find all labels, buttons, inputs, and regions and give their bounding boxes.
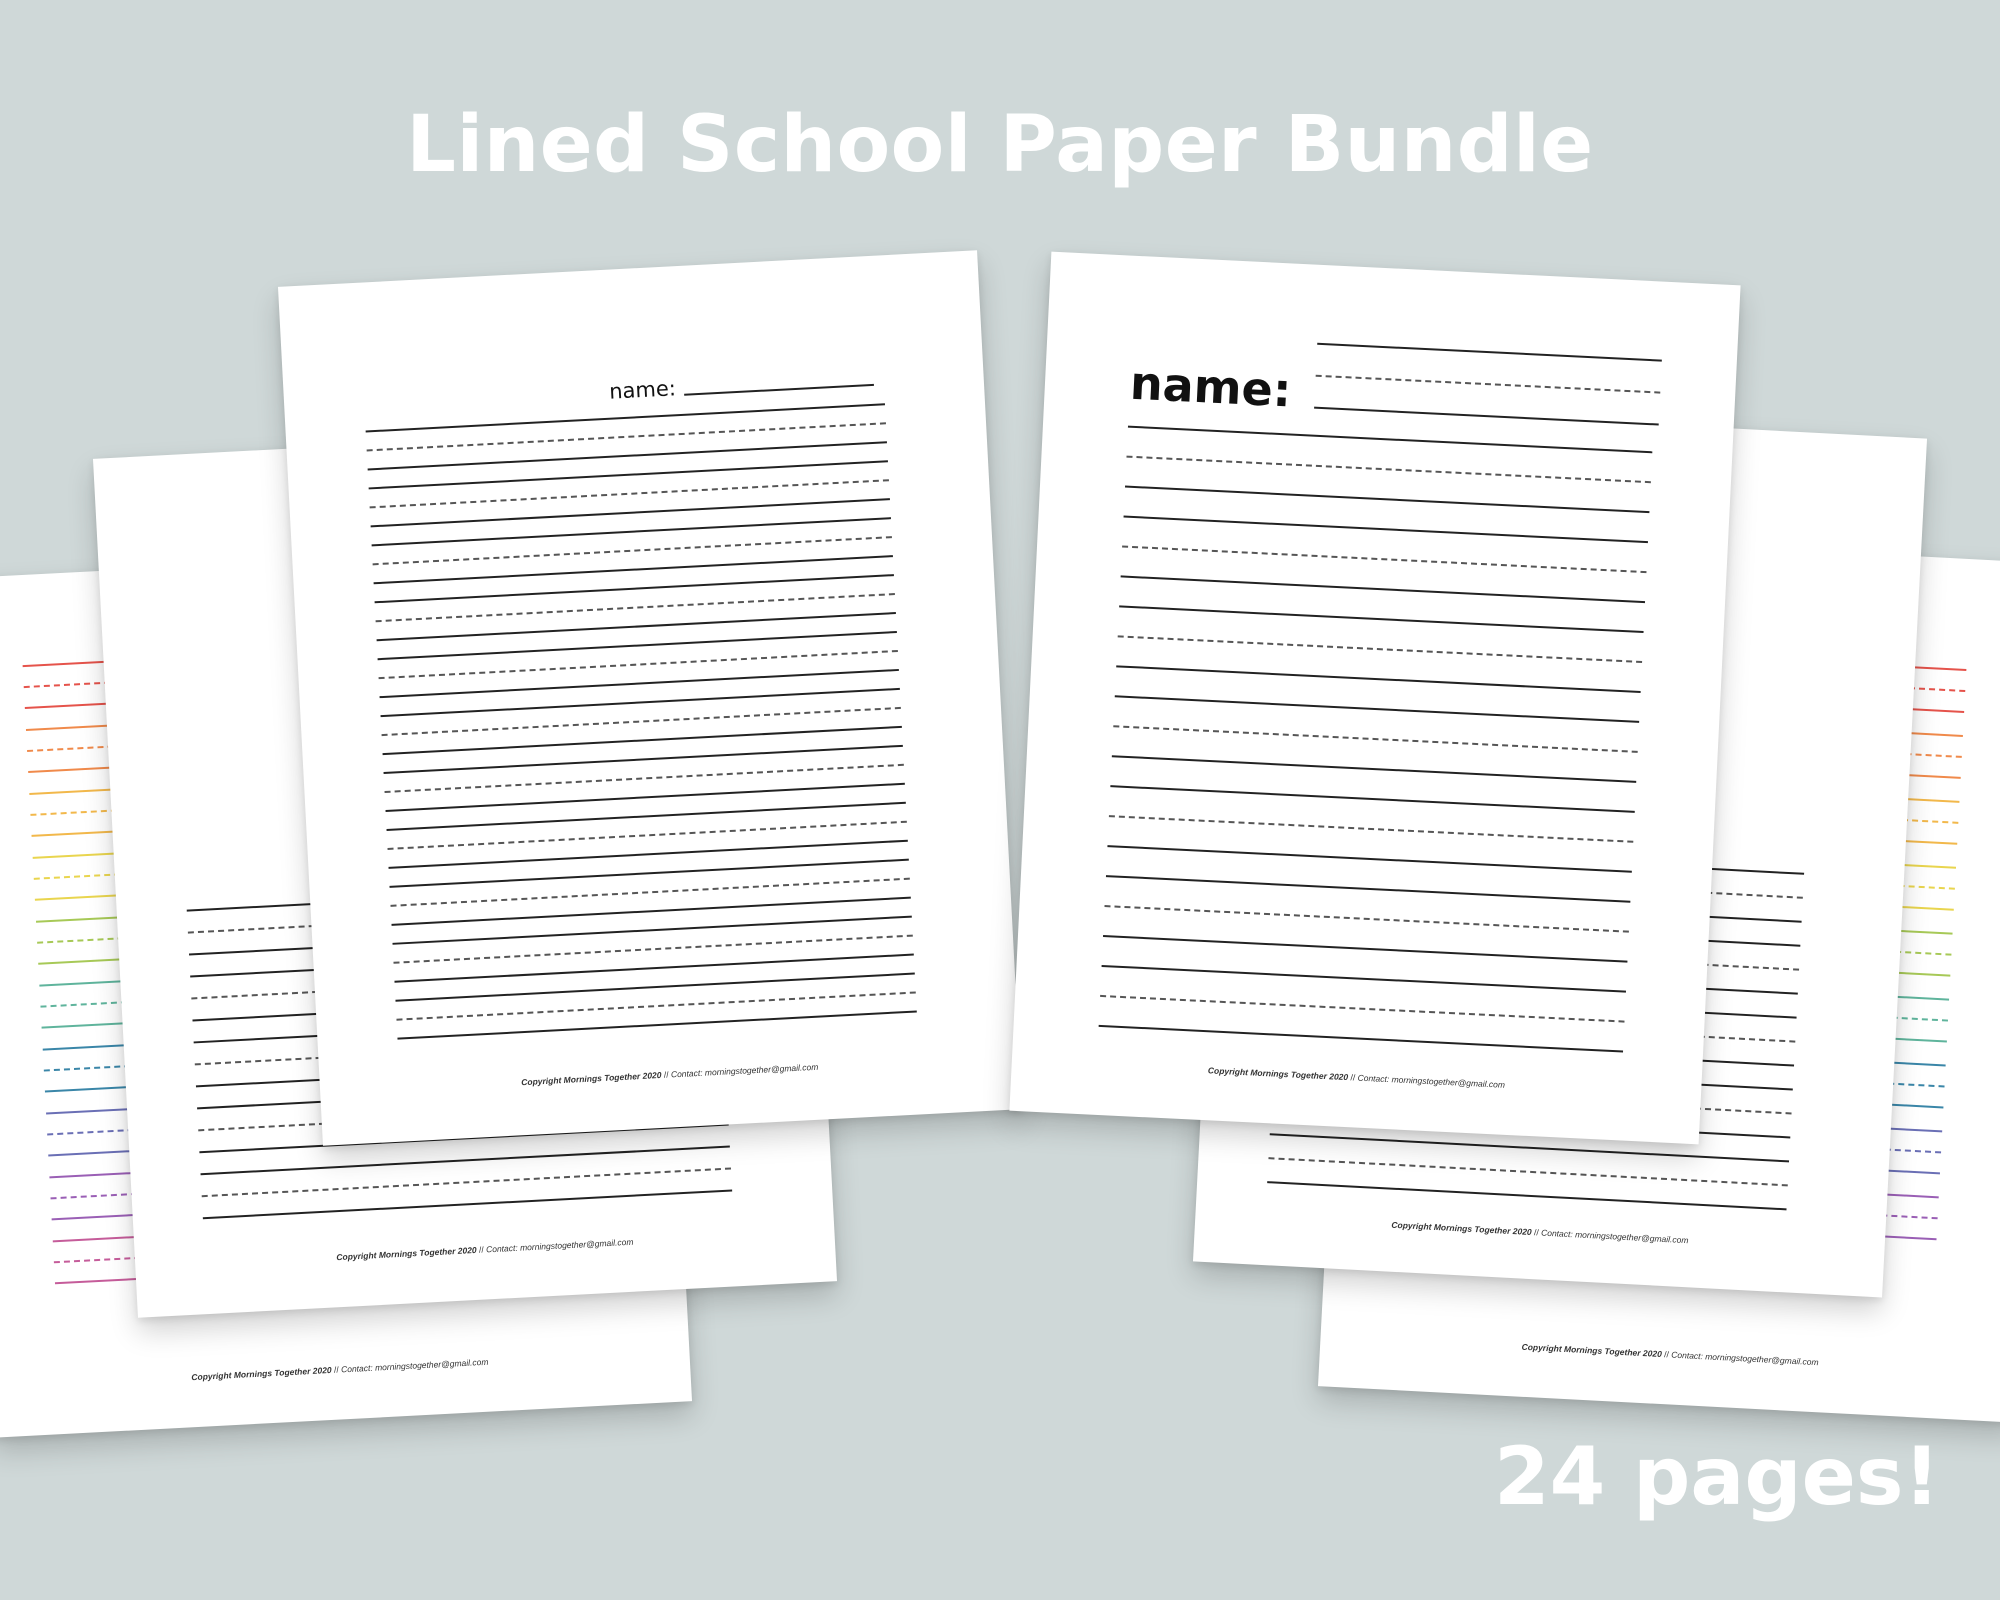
footer-separator: // xyxy=(1663,1349,1670,1360)
dashed-guide-line xyxy=(1126,456,1650,484)
sheet-footer xyxy=(1012,1056,1702,1100)
solid-writing-line xyxy=(1099,1025,1623,1053)
solid-writing-line xyxy=(1107,845,1631,873)
solid-writing-line xyxy=(1115,695,1639,723)
sheet-footer xyxy=(320,1051,1020,1098)
name-writing-lines xyxy=(1314,343,1662,430)
lines-front-right xyxy=(1099,426,1653,1051)
main-title: Lined School Paper Bundle xyxy=(406,100,1594,190)
dashed-guide-line xyxy=(1122,545,1646,573)
solid-writing-line xyxy=(1102,965,1626,993)
footer-contact: Contact: morningstogether@gmail.com xyxy=(670,1061,819,1080)
footer-copyright: Copyright Mornings Together 2020 xyxy=(336,1244,477,1263)
page-count-badge: 24 pages! xyxy=(1493,1430,1940,1523)
solid-writing-line xyxy=(1124,516,1648,544)
footer-copyright: Copyright Mornings Together 2020 xyxy=(1207,1065,1349,1083)
footer-separator: // xyxy=(333,1364,339,1375)
footer-contact: Contact: morningstogether@gmail.com xyxy=(485,1236,634,1255)
footer-separator: // xyxy=(1350,1072,1356,1083)
footer-contact: Contact: morningstogether@gmail.com xyxy=(1357,1072,1506,1090)
lines-front-left xyxy=(366,403,918,1049)
sheet-footer xyxy=(1320,1331,2000,1378)
footer-contact: Contact: morningstogether@gmail.com xyxy=(1671,1349,1819,1368)
solid-writing-line xyxy=(1103,935,1627,963)
solid-writing-line xyxy=(1267,1181,1786,1210)
dashed-guide-line xyxy=(1100,995,1624,1023)
sheet-front-right xyxy=(1009,252,1740,1145)
sheet-footer xyxy=(135,1226,835,1273)
sheet-footer xyxy=(0,1346,690,1393)
solid-writing-line xyxy=(203,1189,732,1219)
footer-separator: // xyxy=(663,1069,669,1080)
solid-writing-line xyxy=(1270,1133,1789,1162)
footer-separator: // xyxy=(1533,1227,1540,1238)
name-label: name: xyxy=(1128,355,1293,418)
footer-copyright: Copyright Mornings Together 2020 xyxy=(520,1069,662,1088)
footer-contact: Contact: morningstogether@gmail.com xyxy=(340,1356,489,1375)
dashed-guide-line xyxy=(1113,725,1637,753)
sheet-footer xyxy=(1195,1209,1885,1255)
solid-writing-line xyxy=(1121,575,1645,603)
sheet-front-left xyxy=(278,250,1022,1145)
name-underline xyxy=(684,384,874,396)
dashed-guide-line xyxy=(1268,1157,1787,1186)
solid-writing-line xyxy=(1106,875,1630,903)
name-row xyxy=(609,366,875,404)
footer-copyright: Copyright Mornings Together 2020 xyxy=(191,1364,332,1383)
dashed-guide-line xyxy=(1118,635,1642,663)
solid-writing-line xyxy=(1125,486,1649,514)
name-label: name: xyxy=(608,376,677,404)
solid-writing-line xyxy=(1110,785,1634,813)
solid-writing-line xyxy=(1119,605,1643,633)
footer-contact: Contact: morningstogether@gmail.com xyxy=(1540,1227,1689,1246)
solid-writing-line xyxy=(1128,426,1652,454)
solid-writing-line xyxy=(1112,755,1636,783)
solid-writing-line xyxy=(1116,665,1640,693)
dashed-guide-line xyxy=(1104,905,1628,933)
footer-copyright: Copyright Mornings Together 2020 xyxy=(1521,1341,1663,1360)
dashed-guide-line xyxy=(1109,815,1633,843)
footer-separator: // xyxy=(478,1244,484,1255)
name-row xyxy=(1129,356,1293,418)
footer-copyright: Copyright Mornings Together 2020 xyxy=(1391,1219,1532,1238)
